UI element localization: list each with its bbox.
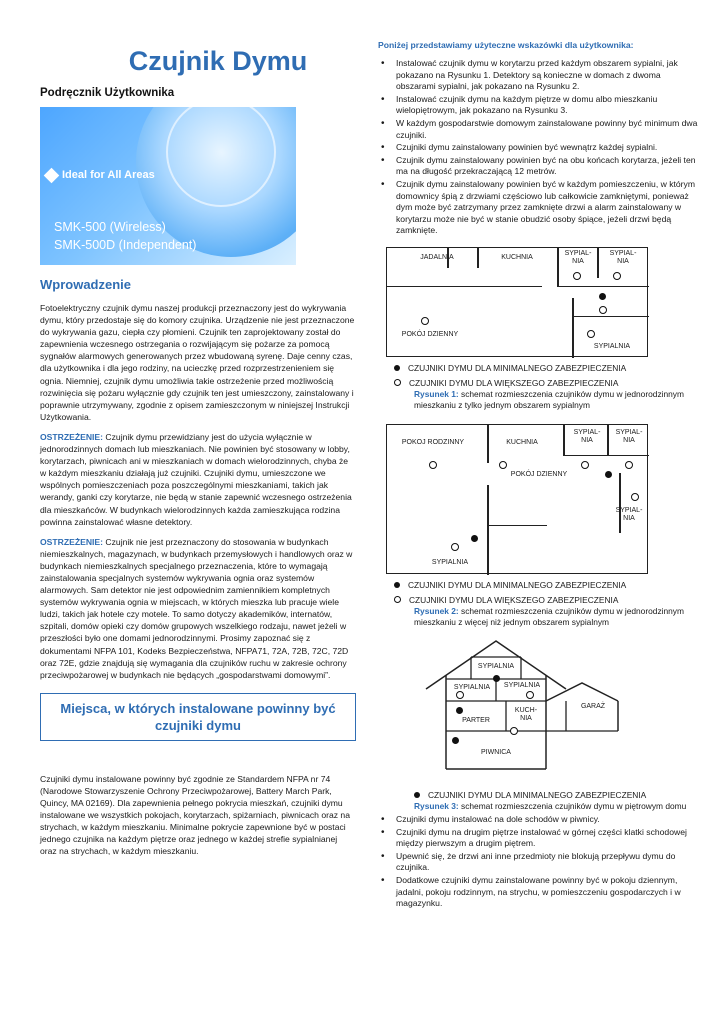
optional-detector-icon xyxy=(625,461,633,469)
list-item: • Instalować czujnik dymu w korytarzu przed każdym obszarem sypialni, jak pokazano na Rysunku 1. Detektory są konieczne w domach z dwoma obszarami sypialni, jak pokazano na Rysunku 2. xyxy=(378,58,700,93)
room-label: SYPIALNIA xyxy=(593,342,631,350)
brand-tagline: Ideal for All Areas xyxy=(46,169,155,181)
optional-detector-icon xyxy=(573,272,581,280)
list-item: • Czujniki dymu instalować na dole schodów w piwnicy. xyxy=(378,814,700,826)
optional-detector-icon xyxy=(451,543,459,551)
required-detector-icon xyxy=(493,675,500,682)
filled-dot-icon xyxy=(414,792,420,798)
diamond-icon xyxy=(44,167,60,183)
list-item: • Czujnik dymu zainstalowany powinien być w każdym pomieszczeniu, w którym domownicy śpią z drzwiami częściowo lub całkowicie zamkniętymi, ponieważ dym może być zatrzymany przez zamknięte drzwi a alarm zainstalowany w korytarzu może nie być w stanie obudzić osoby śpiące, jeżeli drzwi będą zamknięte. xyxy=(378,179,700,237)
optional-detector-icon xyxy=(526,691,534,699)
filled-dot-icon xyxy=(394,582,400,588)
list-item: • Instalować czujnik dymu na każdym piętrze w domu albo mieszkaniu wielopiętrowym, jak pokazano na Rysunku 3. xyxy=(378,94,700,117)
legend-min: CZUJNIKI DYMU DLA MINIMALNEGO ZABEZPIECZENIA xyxy=(394,362,700,374)
warning-paragraph-2: OSTRZEŻENIE: Czujnik nie jest przeznaczony do stosowania w budynkach niemieszkalnych, magazynach, w budynkach przemysłowych i handlowych oraz w budynkach niemieszkalnych specjalnego przeznaczenia, które to wymagają zainstalowania specjalnych systemów wykrywania ognia oraz systemów alarmowych. Sam detektor nie jest odpowiednim zamiennikiem kompletnych systemów wykrywania ognia w miejscach, w których mieszka lub pracuje wiele ludzi, takich jak hotele czy motele. To samo dotyczy akademików, internatów, szpitali, domów opieki czy domów grupowych wszelkiego rodzaju, nawet jeżeli w przeszłości było one domami jednorodzinnymi. Prosimy zapoznać się z dokumentami NFPA 101, Kodeks Bezpieczeństwa, NFPA71, 72A, 72B, 72C, 72D oraz 72E, gdzie znajdują się wymagania dla czujników ruchu w zakresie ochrony przeciwpożarowej w budynkach nie będących „gospodarstwami domowymi”. xyxy=(40,536,353,680)
warning-paragraph-1: OSTRZEŻENIE: Czujnik dymu przewidziany jest do użycia wyłącznie w jednorodzinnych domach lub mieszkaniach. Nie powinien być stosowany w lobby, korytarzach, piwnicach ani w mieszkaniach w domach wielorodzinnych, chyba że w każdym mieszkaniu działają już czujniki. Czujniki dymu, umieszczone we wspólnych pomieszczeniach poza poszczególnymi mieszkaniami, takich jak werandy, ganki czy korytarze, nie będą w stanie zapewnić wczesnego ostrzeżenia dla mieszkańców. W budynkach wielorodzinnych każda zamieszkująca rodzina powinna zainstalować własne detektory. xyxy=(40,431,352,527)
warning-label: OSTRZEŻENIE: xyxy=(40,431,104,442)
optional-detector-icon xyxy=(587,330,595,338)
list-item: • Czujniki dymu zainstalowany powinien być wewnątrz każdej sypialni. xyxy=(378,142,700,154)
room-label: SYPIAL- NIA xyxy=(573,428,601,444)
room-label: SYPIAL- NIA xyxy=(615,506,643,522)
figure-2-caption: Rysunek 2: schemat rozmieszczenia czujników dymu w jednorodzinnym mieszkaniu z więcej niż jednym obszarem sypialnym xyxy=(414,605,684,628)
product-banner xyxy=(40,107,296,265)
room-label: KUCH- NIA xyxy=(514,706,538,722)
list-item: • Upewnić się, że drzwi ani inne przedmioty nie blokują przepływu dymu do czujnika. xyxy=(378,851,700,874)
tips-list-2 xyxy=(378,814,700,910)
room-label: SYPIALNIA xyxy=(453,683,491,691)
room-label: POKÓJ DZIENNY xyxy=(510,470,568,478)
optional-detector-icon xyxy=(510,727,518,735)
figure-3-caption: Rysunek 3: schemat rozmieszczenia czujników dymu w piętrowym domu xyxy=(414,800,687,811)
optional-detector-icon xyxy=(429,461,437,469)
room-label: KUCHNIA xyxy=(501,253,533,261)
optional-detector-icon xyxy=(599,306,607,314)
legend-min: CZUJNIKI DYMU DLA MINIMALNEGO ZABEZPIECZENIA xyxy=(394,579,700,591)
room-label: SYPIAL- NIA xyxy=(564,249,592,265)
optional-detector-icon xyxy=(499,461,507,469)
room-label: KUCHNIA xyxy=(506,438,538,446)
required-detector-icon xyxy=(456,707,463,714)
room-label: SYPIAL- NIA xyxy=(615,428,643,444)
legend-max: CZUJNIKI DYMU DLA WIĘKSZEGO ZABEZPIECZENIA xyxy=(394,377,700,389)
filled-dot-icon xyxy=(394,365,400,371)
page-title: Czujnik Dymu xyxy=(128,46,308,76)
required-detector-icon xyxy=(471,535,478,542)
model-wireless: SMK-500 (Wireless) xyxy=(54,220,166,234)
room-label: PARTER xyxy=(462,716,490,724)
tips-heading: Poniżej przedstawiamy użyteczne wskazówki dla użytkownika: xyxy=(378,40,634,50)
room-label: SYPIALNIA xyxy=(503,681,541,689)
optional-detector-icon xyxy=(613,272,621,280)
list-item: • W każdym gospodarstwie domowym zainstalowane powinny być minimum dwa czujniki. xyxy=(378,118,700,141)
intro-heading: Wprowadzenie xyxy=(40,277,132,292)
room-label: SYPIAL- NIA xyxy=(609,249,637,265)
tips-list xyxy=(378,58,700,237)
room-label: SYPIALNIA xyxy=(431,558,469,566)
optional-detector-icon xyxy=(581,461,589,469)
optional-detector-icon xyxy=(421,317,429,325)
hollow-dot-icon xyxy=(394,596,401,603)
right-column xyxy=(378,40,700,911)
floorplan-figure-2 xyxy=(386,424,648,574)
room-label: PIWNICA xyxy=(481,748,511,756)
required-detector-icon xyxy=(605,471,612,478)
page-subtitle: Podręcznik Użytkownika xyxy=(40,87,175,99)
legend-max: CZUJNIKI DYMU DLA WIĘKSZEGO ZABEZPIECZENIA xyxy=(394,594,700,606)
room-label: POKOJ RODZINNY xyxy=(401,438,465,446)
list-item: • Dodatkowe czujniki dymu zainstalowane powinny być w pokoju dziennym, jadalni, pokoju rodzinnym, na strychu, w pomieszczeniu gospodarczych i w magazynku. xyxy=(378,875,700,910)
warning-label: OSTRZEŻENIE: xyxy=(40,536,104,547)
placement-heading: Miejsca, w których instalowane powinny być czujniki dymu xyxy=(40,693,356,741)
floorplan-figure-1 xyxy=(386,247,648,357)
optional-detector-icon xyxy=(456,691,464,699)
room-label: POKÓJ DZIENNY xyxy=(401,330,459,338)
legend-min: CZUJNIKI DYMU DLA MINIMALNEGO ZABEZPIECZENIA xyxy=(414,789,700,801)
room-label: JADALNIA xyxy=(420,253,454,261)
placement-paragraph: Czujniki dymu instalowane powinny być zgodnie ze Standardem NFPA nr 74 (Narodowe Stowarzyszenie Ochrony Przeciwpożarowej, Battery March Park, Quincy, MA 02169). Dla zapewnienia pełnego pokrycia mieszkań, czujniki dymu instalowane we wszystkich pokojach, korytarzach, spiżarniach, piwnicach oraz na strychach, w każdym mieszkaniu. Minimalne pokrycie zapewnione być w postaci jednego czujnika na każdym piętrze oraz jednego w każdej strefie sypialnianej oraz na strychach, w każdym mieszkaniu. xyxy=(40,773,350,857)
list-item: • Czujniki dymu na drugim piętrze instalować w górnej części klatki schodowej między pierwszym a drugim piętrem. xyxy=(378,827,700,850)
left-column xyxy=(40,40,356,865)
room-label: GARAŻ xyxy=(580,702,606,710)
intro-paragraph: Fotoelektryczny czujnik dymu naszej produkcji przeznaczony jest do wykrywania dymu, który przedostaje się do komory czujnika. Urządzenie nie jest przeznaczone do wykrywania gazu, ciepła czy płomieni. Czujnik ten zaprojektowany został do zapewnienia wczesnego ostrzegania o rozwijającym się pożarze za pomocą sygnałów alarmowych generowanych przez wbudowaną syrenę. Daje cenny czas, dla użytkownika i dla jego rodziny, na ucieczkę przed rozprzestrzenieniem się ognia. Niemniej, czujnik dymu umożliwia takie ostrzeżenie przed możliwością rozwinięcia się pożaru wyłącznie gdy czujnik ten jest umieszczony, zainstalowany i poprawnie utrzymywany, zgodnie z opisem zamieszczonym w niniejszej Instrukcji Użytkowania. xyxy=(40,303,355,422)
optional-detector-icon xyxy=(631,493,639,501)
required-detector-icon xyxy=(452,737,459,744)
model-independent: SMK-500D (Independent) xyxy=(54,238,197,252)
hollow-dot-icon xyxy=(394,379,401,386)
house-figure-3 xyxy=(416,639,656,787)
required-detector-icon xyxy=(599,293,606,300)
room-label: SYPIALNIA xyxy=(477,662,515,670)
list-item: • Czujnik dymu zainstalowany powinien być na obu końcach korytarza, jeżeli ten ma na długość przekraczającą 12 metrów. xyxy=(378,155,700,178)
figure-1-caption: Rysunek 1: schemat rozmieszczenia czujników dymu w jednorodzinnym mieszkaniu z tylko jednym obszarem sypialnym xyxy=(414,388,684,411)
